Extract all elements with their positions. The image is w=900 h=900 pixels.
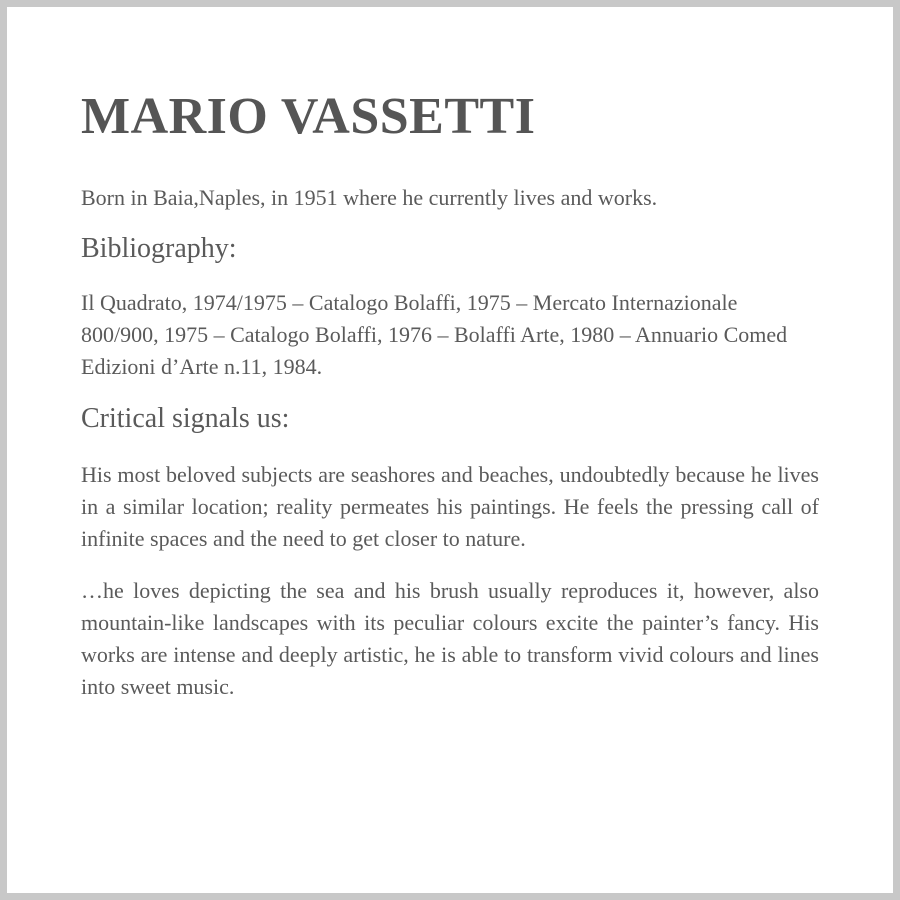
critical-paragraph-2: …he loves depicting the sea and his brush usually reproduces it, however, also mountain-like landscapes with its peculiar colours excite the painter’s fancy. His works are intense and deeply artistic, he is able to transform vivid colours and lines into sweet music. bbox=[81, 578, 819, 699]
page-frame bbox=[7, 7, 893, 893]
bibliography-heading: Bibliography: bbox=[81, 233, 237, 264]
artist-name-title: MARIO VASSETTI bbox=[81, 88, 536, 145]
critical-paragraph-1: His most beloved subjects are seashores and beaches, undoubtedly because he lives in a similar location; reality permeates his paintings. He feels the pressing call of infinite spaces and the need to get closer to nature. bbox=[81, 462, 819, 551]
critical-heading: Critical signals us: bbox=[81, 403, 290, 434]
artist-intro: Born in Baia,Naples, in 1951 where he currently lives and works. bbox=[81, 185, 658, 210]
bibliography-text: Il Quadrato, 1974/1975 – Catalogo Bolaffi, 1975 – Mercato Internazionale 800/900, 1975 – Catalogo Bolaffi, 1976 – Bolaffi Arte, 1980 – Annuario Comed Edizioni d’Arte n.11, 1984. bbox=[81, 290, 788, 379]
document-content bbox=[81, 87, 819, 703]
